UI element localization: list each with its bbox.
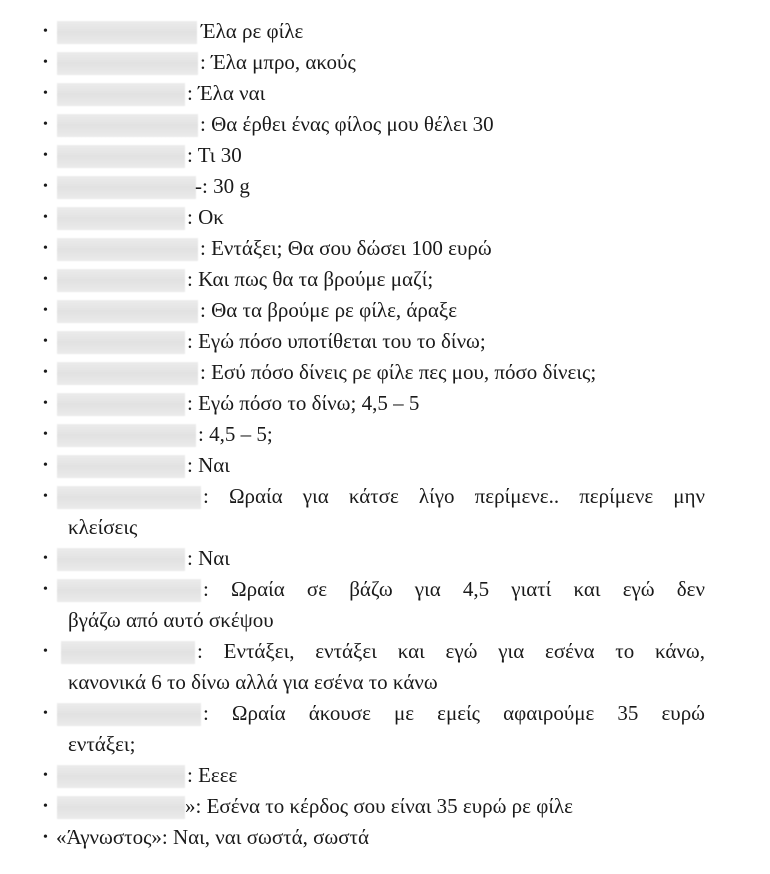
- redacted-speaker-name: [57, 238, 198, 261]
- bullet-icon: •: [43, 179, 48, 194]
- line-text: : Θα τα βρούμε ρε φίλε, άραξε: [200, 298, 458, 322]
- bullet-icon: •: [43, 365, 48, 380]
- bullet-icon: •: [43, 551, 48, 566]
- transcript-line: [0, 109, 770, 140]
- line-text: : Ωραία σε βάζω για 4,5 γιατί και εγώ δεν: [203, 577, 705, 601]
- line-text: εντάξει;: [68, 732, 136, 756]
- transcript-line: [0, 202, 770, 233]
- transcript-line: [0, 326, 770, 357]
- transcript-line-continuation: [0, 512, 770, 543]
- transcript-line: [0, 295, 770, 326]
- redacted-speaker-name: [57, 269, 185, 292]
- line-text: κλείσεις: [68, 515, 138, 539]
- transcript-line: [0, 698, 770, 729]
- redacted-speaker-name: [61, 641, 195, 664]
- line-text: «Άγνωστος»: Ναι, ναι σωστά, σωστά: [56, 825, 370, 849]
- transcript-line: [0, 419, 770, 450]
- line-text: »: Εσένα το κέρδος σου είναι 35 ευρώ ρε φίλε: [185, 794, 573, 818]
- transcript-line: [0, 233, 770, 264]
- transcript-line: [0, 16, 770, 47]
- redacted-speaker-name: [57, 83, 185, 106]
- line-text: : Ωραία για κάτσε λίγο περίμενε.. περίμενε μην: [203, 484, 705, 508]
- line-text: : Ωραία άκουσε με εμείς αφαιρούμε 35 ευρώ: [203, 701, 705, 725]
- line-text: : Εγώ πόσο υποτίθεται του το δίνω;: [187, 329, 486, 353]
- redacted-speaker-name: [57, 455, 185, 478]
- transcript-line: [0, 140, 770, 171]
- bullet-icon: •: [43, 582, 48, 597]
- transcript-line: [0, 760, 770, 791]
- line-text: βγάζω από αυτό σκέψου: [68, 608, 274, 632]
- redacted-speaker-name: [57, 114, 198, 137]
- line-text: : Εσύ πόσο δίνεις ρε φίλε πες μου, πόσο δίνεις;: [200, 360, 597, 384]
- bullet-icon: •: [43, 830, 48, 845]
- redacted-speaker-name: [57, 579, 201, 602]
- line-text: : Εεεε: [187, 763, 238, 787]
- bullet-icon: •: [43, 117, 48, 132]
- line-text: : Και πως θα τα βρούμε μαζί;: [187, 267, 434, 291]
- transcript-line: [0, 636, 770, 667]
- transcript-line: [0, 264, 770, 295]
- line-text: κανονικά 6 το δίνω αλλά για εσένα το κάνω: [68, 670, 438, 694]
- line-text: Έλα ρε φίλε: [201, 19, 304, 43]
- bullet-icon: •: [43, 210, 48, 225]
- transcript-line: [0, 791, 770, 822]
- transcript-line: [0, 171, 770, 202]
- line-text: : Έλα μπρο, ακούς: [200, 50, 356, 74]
- transcript-line: [0, 450, 770, 481]
- bullet-icon: •: [43, 24, 48, 39]
- bullet-icon: •: [43, 334, 48, 349]
- line-text: : Ναι: [187, 546, 230, 570]
- transcript-line: [0, 822, 770, 853]
- line-text: : Έλα ναι: [187, 81, 266, 105]
- line-text: : 4,5 – 5;: [198, 422, 273, 446]
- redacted-speaker-name: [57, 765, 185, 788]
- transcript-line: [0, 357, 770, 388]
- line-text: : Εντάξει, εντάξει και εγώ για εσένα το κάνω,: [197, 639, 705, 663]
- transcript-line: [0, 78, 770, 109]
- redacted-speaker-name: [57, 331, 185, 354]
- bullet-icon: •: [43, 489, 48, 504]
- line-text: : Οκ: [187, 205, 224, 229]
- redacted-speaker-name: [57, 393, 185, 416]
- redacted-speaker-name: [57, 362, 198, 385]
- bullet-icon: •: [43, 396, 48, 411]
- line-text: : Τι 30: [187, 143, 242, 167]
- bullet-icon: •: [43, 272, 48, 287]
- bullet-icon: •: [43, 644, 48, 659]
- redacted-speaker-name: [57, 21, 197, 44]
- redacted-speaker-name: [57, 424, 196, 447]
- bullet-icon: •: [43, 799, 48, 814]
- bullet-icon: •: [43, 706, 48, 721]
- bullet-icon: •: [43, 241, 48, 256]
- redacted-speaker-name: [57, 796, 185, 819]
- redacted-speaker-name: [57, 548, 185, 571]
- transcript-line: [0, 481, 770, 512]
- bullet-icon: •: [43, 86, 48, 101]
- bullet-icon: •: [43, 303, 48, 318]
- transcript-line: [0, 388, 770, 419]
- redacted-speaker-name: [57, 486, 201, 509]
- line-text: : Εντάξει; Θα σου δώσει 100 ευρώ: [200, 236, 492, 260]
- line-text: : Εγώ πόσο το δίνω; 4,5 – 5: [187, 391, 420, 415]
- transcript-line-continuation: [0, 605, 770, 636]
- transcript-line-continuation: [0, 667, 770, 698]
- line-text: : Ναι: [187, 453, 230, 477]
- redacted-speaker-name: [57, 703, 201, 726]
- transcript-line-continuation: [0, 729, 770, 760]
- transcript-line: [0, 47, 770, 78]
- bullet-icon: •: [43, 55, 48, 70]
- bullet-icon: •: [43, 768, 48, 783]
- redacted-speaker-name: [57, 176, 196, 199]
- redacted-speaker-name: [57, 300, 198, 323]
- line-text: : Θα έρθει ένας φίλος μου θέλει 30: [200, 112, 494, 136]
- transcript-line: [0, 543, 770, 574]
- bullet-icon: •: [43, 458, 48, 473]
- redacted-speaker-name: [57, 145, 185, 168]
- bullet-icon: •: [43, 148, 48, 163]
- bullet-icon: •: [43, 427, 48, 442]
- redacted-speaker-name: [57, 52, 198, 75]
- transcript-line: [0, 574, 770, 605]
- redacted-speaker-name: [57, 207, 185, 230]
- line-text: -: 30 g: [195, 174, 250, 198]
